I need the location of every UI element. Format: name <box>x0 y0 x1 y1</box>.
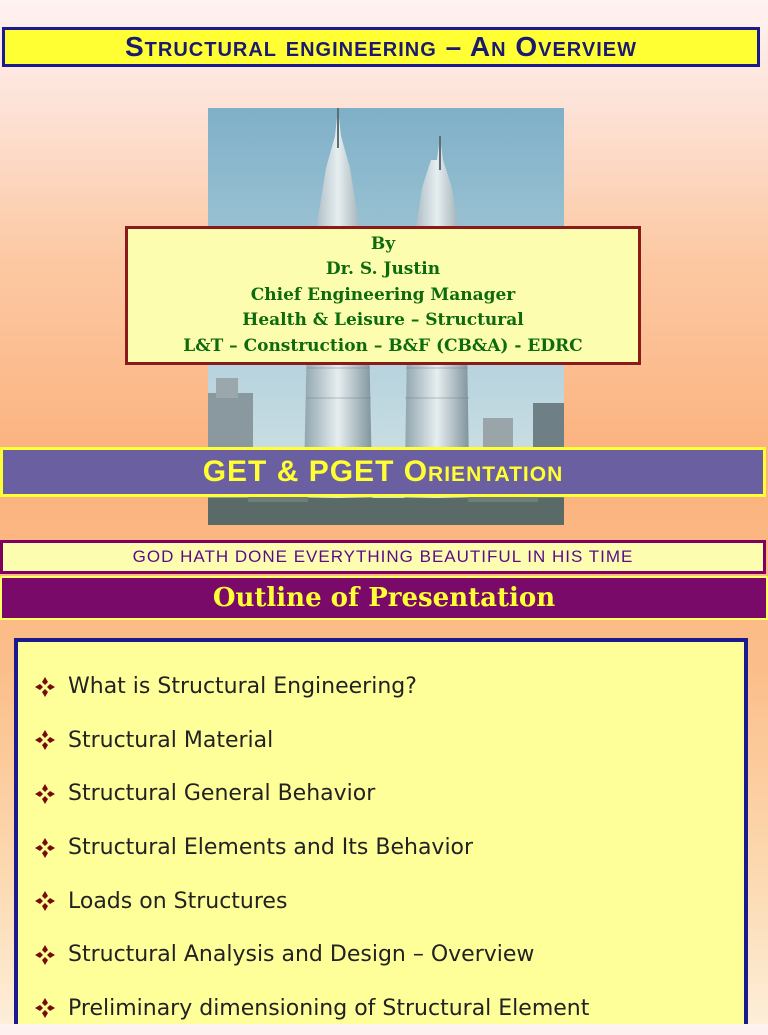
author-info-box <box>125 226 641 365</box>
list-item <box>34 928 744 982</box>
diamond-bullet-icon <box>34 729 56 751</box>
list-item-text: Loads on Structures <box>68 888 288 914</box>
outline-title: Outline of Presentation <box>212 583 556 613</box>
diamond-bullet-icon <box>34 837 56 859</box>
page-title: Structural engineering – An Overview <box>125 31 637 62</box>
list-item-text: What is Structural Engineering? <box>68 674 417 700</box>
author-role: Chief Engineering Manager <box>250 284 516 305</box>
outline-list-box <box>14 638 748 1024</box>
author-department: Health & Leisure – Structural <box>242 310 524 331</box>
list-item-text: Structural Analysis and Design – Overview <box>68 942 535 968</box>
list-item <box>34 714 744 768</box>
diamond-bullet-icon <box>34 783 56 805</box>
author-name: Dr. S. Justin <box>325 259 441 280</box>
diamond-bullet-icon <box>34 944 56 966</box>
list-item <box>34 982 744 1035</box>
list-item <box>34 660 744 714</box>
list-item-text: Structural General Behavior <box>68 781 376 807</box>
list-item <box>34 767 744 821</box>
author-organization: L&T – Construction – B&F (CB&A) - EDRC <box>183 335 583 356</box>
outline-title-bar <box>0 576 768 620</box>
quote-bar <box>0 540 766 574</box>
author-by: By <box>370 233 396 254</box>
list-item <box>34 821 744 875</box>
diamond-bullet-icon <box>34 676 56 698</box>
list-item-text: Structural Elements and Its Behavior <box>68 835 474 861</box>
outline-list <box>18 642 744 1035</box>
quote-text: GOD HATH DONE EVERYTHING BEAUTIFUL IN HIS TIME <box>132 547 634 566</box>
list-item <box>34 874 744 928</box>
list-item-text: Structural Material <box>68 727 274 753</box>
orientation-banner <box>0 447 766 497</box>
diamond-bullet-icon <box>34 890 56 912</box>
orientation-banner-text: GET & PGET Orientation <box>202 455 564 488</box>
title-bar <box>2 27 760 67</box>
list-item-text: Preliminary dimensioning of Structural Element <box>68 995 590 1021</box>
diamond-bullet-icon <box>34 997 56 1019</box>
